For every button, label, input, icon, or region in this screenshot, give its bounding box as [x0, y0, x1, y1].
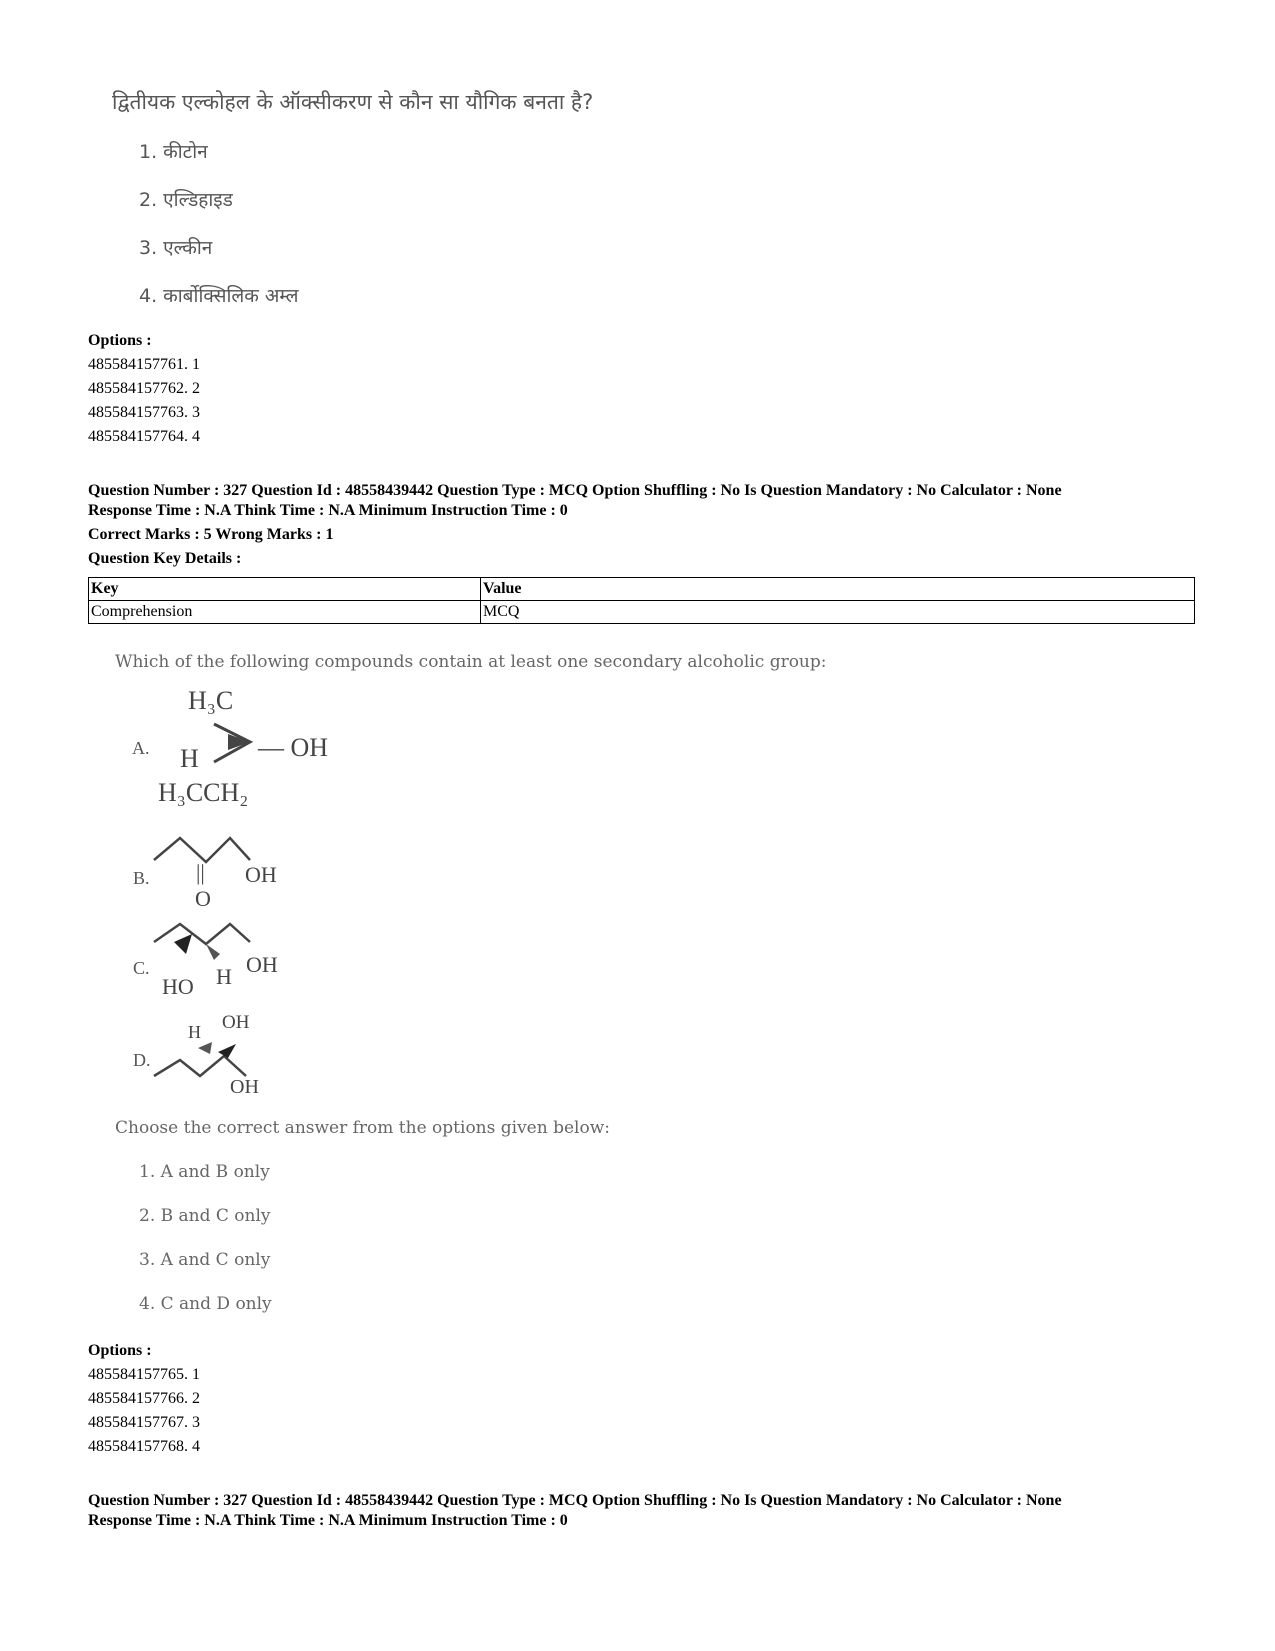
question-meta-line-3: Question Number : 327 Question Id : 48558439442 Question Type : MCQ Option Shuffling : No Is Question Mandatory : No Calculator : None: [88, 1492, 1062, 1509]
table-cell-key: Comprehension: [89, 601, 481, 624]
english-option-4: 4. C and D only: [139, 1294, 272, 1314]
mol-d-oh-top: OH: [222, 1012, 250, 1033]
hindi-option-1: 1. कीटोन: [139, 141, 208, 163]
options-heading-1: Options :: [88, 332, 152, 349]
option-id-4: 485584157764. 4: [88, 428, 200, 445]
table-header-value: Value: [481, 578, 1195, 601]
option-id-6: 485584157766. 2: [88, 1390, 200, 1407]
key-details-table: [88, 577, 1195, 624]
option-id-5: 485584157765. 1: [88, 1366, 200, 1383]
mol-c-ho: HO: [162, 974, 194, 999]
mol-a-top: H₃C: [188, 686, 234, 715]
hindi-option-2: 2. एल्डिहाइड: [139, 189, 233, 211]
option-id-8: 485584157768. 4: [88, 1438, 200, 1455]
english-question-title: Which of the following compounds contain at least one secondary alcoholic group:: [115, 652, 827, 672]
mol-c-skeleton: [150, 920, 260, 980]
question-meta-line-4: Response Time : N.A Think Time : N.A Minimum Instruction Time : 0: [88, 1512, 568, 1529]
mol-a-oh: — OH: [258, 733, 329, 762]
mol-a-bottom: H₃CCH₂: [158, 778, 249, 807]
label-d: D.: [133, 1050, 151, 1070]
label-a: A.: [132, 738, 150, 758]
label-c: C.: [133, 958, 150, 978]
mol-b-double-bond: ||: [196, 860, 205, 885]
mol-d-h: H: [188, 1022, 201, 1042]
mol-a-h: H: [180, 744, 199, 773]
table-header-row: [89, 578, 1195, 601]
marks-line: Correct Marks : 5 Wrong Marks : 1: [88, 526, 334, 543]
mol-b-skeleton: [150, 828, 260, 878]
table-cell-value: MCQ: [481, 601, 1195, 624]
hindi-question-title: द्वितीयक एल्कोहल के ऑक्सीकरण से कौन सा यौगिक बनता है?: [112, 90, 594, 114]
english-option-2: 2. B and C only: [139, 1206, 271, 1226]
option-id-3: 485584157763. 3: [88, 404, 200, 421]
mol-b-oh: OH: [245, 862, 277, 887]
english-option-3: 3. A and C only: [139, 1250, 271, 1270]
mol-a-wedge: [210, 720, 260, 766]
mol-d-oh-bottom: OH: [230, 1076, 259, 1098]
mol-b-o: O: [195, 886, 211, 911]
hindi-option-4: 4. कार्बोक्सिलिक अम्ल: [139, 285, 299, 307]
table-row: [89, 601, 1195, 624]
english-option-1: 1. A and B only: [139, 1162, 270, 1182]
question-meta-line-1: Question Number : 327 Question Id : 48558439442 Question Type : MCQ Option Shuffling : No Is Question Mandatory : No Calculator : None: [88, 482, 1062, 499]
question-meta-line-2: Response Time : N.A Think Time : N.A Minimum Instruction Time : 0: [88, 502, 568, 519]
table-header-key: Key: [89, 578, 481, 601]
option-id-1: 485584157761. 1: [88, 356, 200, 373]
mol-c-oh: OH: [246, 952, 278, 977]
label-b: B.: [133, 868, 150, 888]
choose-instruction: Choose the correct answer from the options given below:: [115, 1118, 610, 1138]
options-heading-2: Options :: [88, 1342, 152, 1359]
mol-c-h: H: [216, 964, 232, 989]
option-id-7: 485584157767. 3: [88, 1414, 200, 1431]
key-details-heading: Question Key Details :: [88, 550, 242, 567]
option-id-2: 485584157762. 2: [88, 380, 200, 397]
hindi-option-3: 3. एल्कीन: [139, 237, 213, 259]
